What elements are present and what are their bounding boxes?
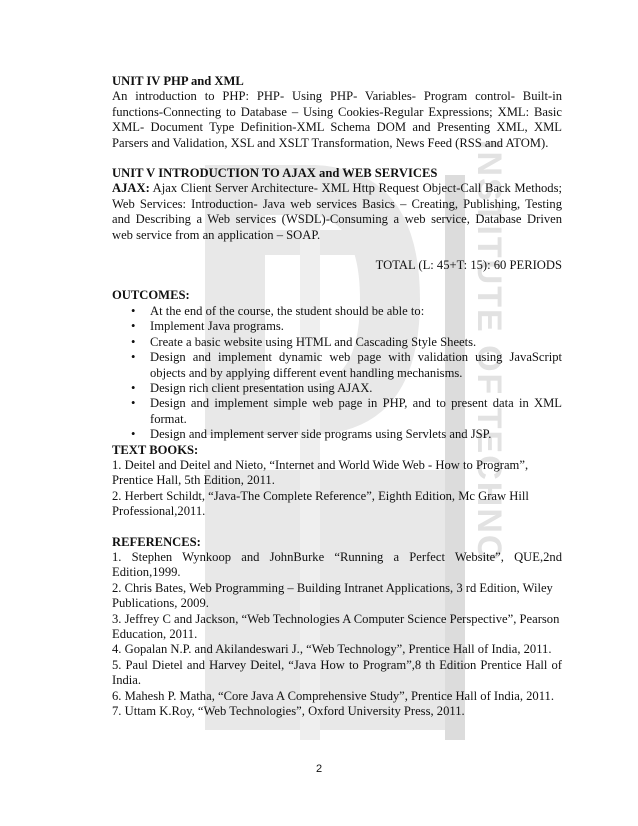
textbooks-heading: TEXT BOOKS: — [112, 442, 199, 457]
outcome-item: • Design and implement simple web page in PHP, and to present data in XML format. — [150, 396, 562, 427]
references-heading: REFERENCES: — [112, 534, 201, 549]
reference-item: 7. Uttam K.Roy, “Web Technologies”, Oxford University Press, 2011. — [112, 704, 465, 719]
outcome-item: • At the end of the course, the student should be able to: — [150, 304, 562, 319]
watermark-text: INSTITUTE OF TECHNO — [470, 140, 508, 564]
outcome-item: • Design and implement dynamic web page with validation using JavaScript objects and by applying different event handling mechanisms. — [150, 350, 562, 381]
reference-item: 5. Paul Dietel and Harvey Deitel, “Java How to Program”,8 th Edition Prentice Hall of India. — [112, 657, 562, 688]
outcome-item: • Implement Java programs. — [150, 319, 562, 334]
outcome-item: • Create a basic website using HTML and Cascading Style Sheets. — [150, 335, 562, 350]
unit5-body — [112, 181, 562, 243]
unit5-text: Ajax Client Server Architecture- XML Http Request Object-Call Back Methods; Web Services: Introduction- Java web services Basics – Creating, Publishing, Testing and Describing a Web services (WSDL)-Consuming a web service, Database Driven web service from an application – SOAP. — [112, 181, 562, 242]
unit4-heading: UNIT IV PHP and XML — [112, 74, 244, 88]
ajax-label: AJAX: — [112, 181, 150, 196]
unit5-heading: UNIT V INTRODUCTION TO AJAX and WEB SERVICES — [112, 166, 438, 181]
textbook-item: 1. Deitel and Deitel and Nieto, “Internet and World Wide Web - How to Program”, Prentice Hall, 5th Edition, 2011. — [112, 457, 529, 488]
outcome-item: • Design and implement server side programs using Servlets and JSP. — [150, 427, 562, 442]
reference-item: 1. Stephen Wynkoop and JohnBurke “Running a Perfect Website”, QUE,2nd Edition,1999. — [112, 549, 562, 580]
total-periods: TOTAL (L: 45+T: 15): 60 PERIODS — [375, 258, 562, 273]
reference-item: 4. Gopalan N.P. and Akilandeswari J., “Web Technology”, Prentice Hall of India, 2011. — [112, 642, 552, 657]
reference-item: 2. Chris Bates, Web Programming – Building Intranet Applications, 3 rd Edition, Wiley Publications, 2009. — [112, 580, 553, 611]
page-number: 2 — [315, 763, 323, 775]
outcomes-list — [112, 304, 562, 443]
reference-item: 6. Mahesh P. Matha, “Core Java A Comprehensive Study”, Prentice Hall of India, 2011. — [112, 688, 554, 703]
syllabus-content — [112, 74, 562, 719]
unit4-body: An introduction to PHP: PHP- Using PHP- Variables- Program control- Built-in functions-Connecting to Database – Using Cookies-Regular Expressions; XML: Basic XML- Document Type Definition-XML Schema DOM and Presenting XML, XML Parsers and Validation, XSL and XSLT Transformation, News Feed (RSS and ATOM). — [112, 89, 562, 150]
reference-item: 3. Jeffrey C and Jackson, “Web Technologies A Computer Science Perspective”, Pearson Education, 2011. — [112, 611, 560, 641]
textbook-item: 2. Herbert Schildt, “Java-The Complete Reference”, Eighth Edition, Mc Graw Hill Professional,2011. — [112, 488, 529, 519]
outcomes-heading: OUTCOMES: — [112, 288, 190, 303]
outcome-item: • Design rich client presentation using AJAX. — [150, 381, 562, 396]
